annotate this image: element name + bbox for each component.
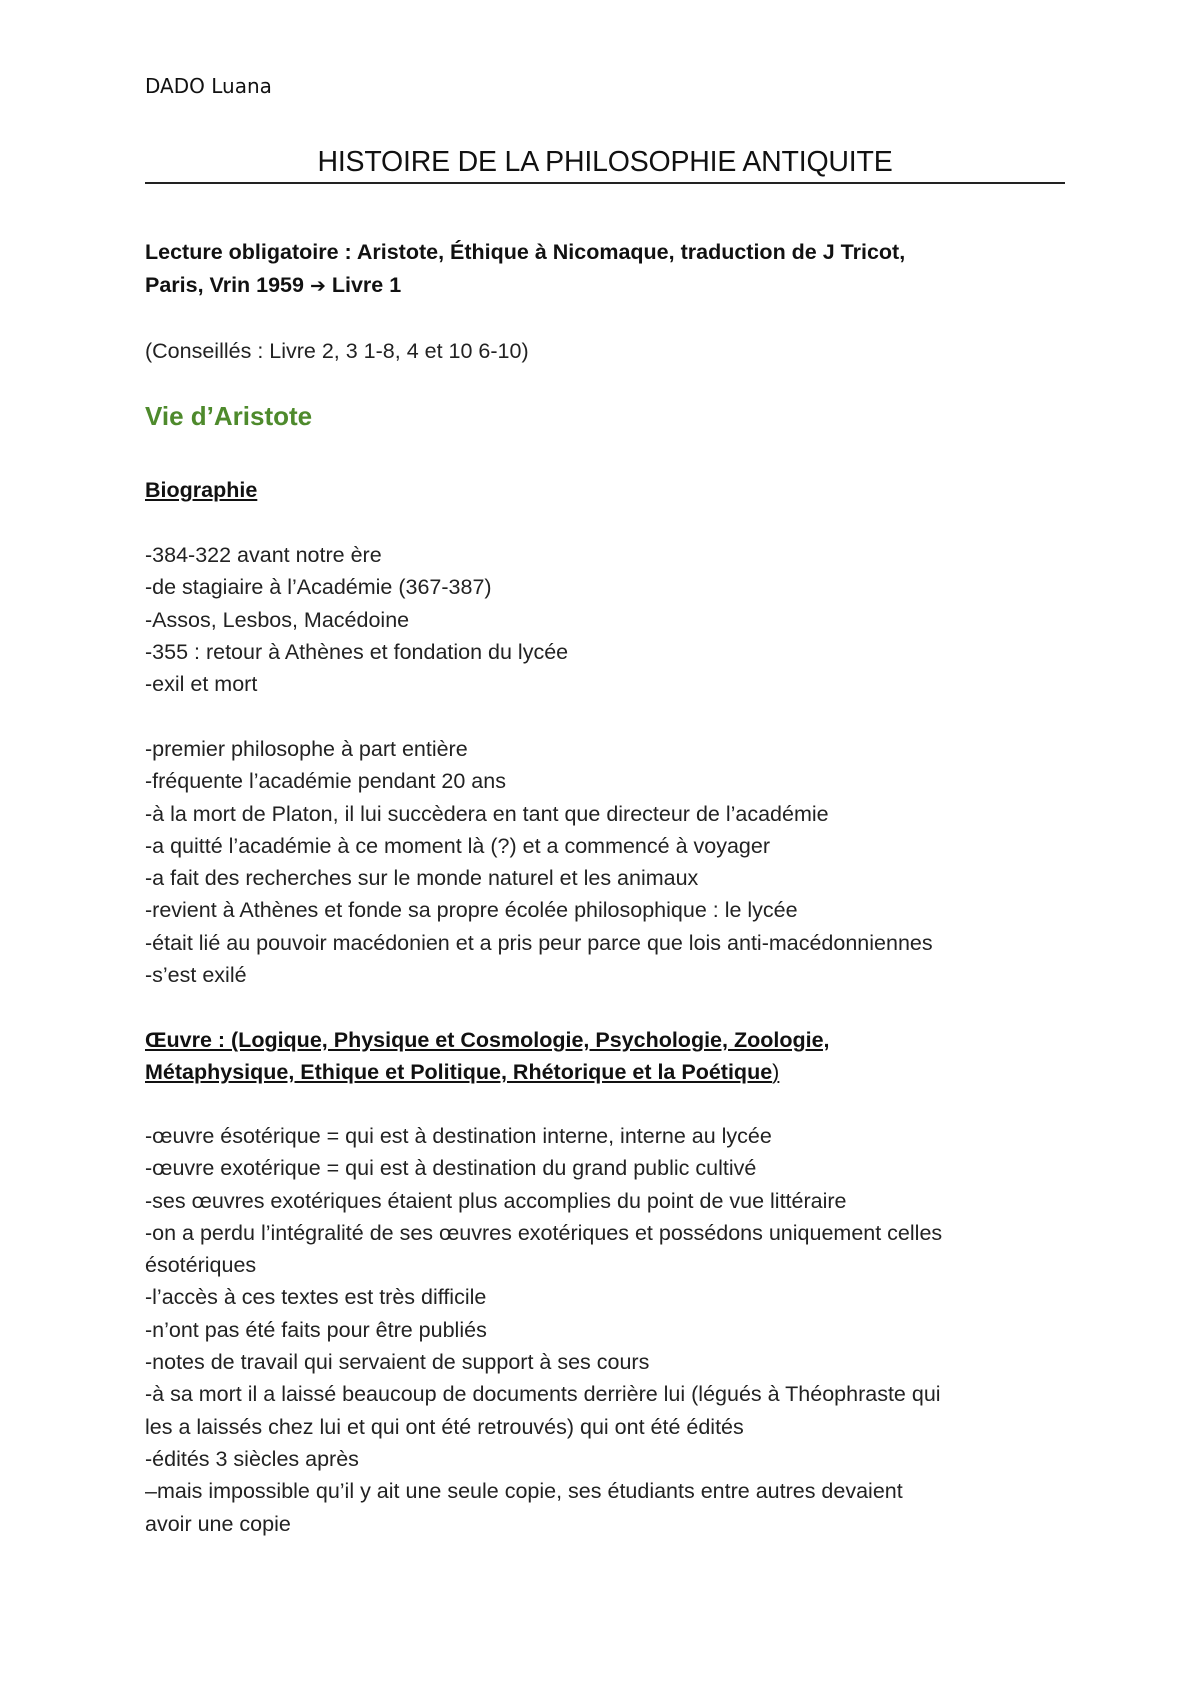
biographie-list-b (145, 733, 1070, 991)
oeuvre-heading-line-1: Œuvre : (Logique, Physique et Cosmologie, Psychologie, Zoologie, (145, 1028, 830, 1052)
list-item: -a fait des recherches sur le monde naturel et les animaux (145, 866, 699, 891)
list-item: les a laissés chez lui et qui ont été retrouvés) qui ont été édités (145, 1414, 744, 1439)
list-item: -édités 3 siècles après (145, 1446, 359, 1471)
list-item: -revient à Athènes et fonde sa propre écolée philosophique : le lycée (145, 898, 798, 923)
biographie-list-a (145, 539, 1070, 700)
list-item: -a quitté l’académie à ce moment là (?) et a commencé à voyager (145, 833, 770, 858)
biographie-heading: Biographie (145, 478, 258, 502)
oeuvre-heading-line-2-text: Métaphysique, Ethique et Politique, Rhétorique et la Poétique (145, 1060, 773, 1085)
required-reading-book: Livre 1 (325, 273, 402, 297)
list-item: -384-322 avant notre ère (145, 543, 382, 567)
list-item: –mais impossible qu’il y ait une seule copie, ses étudiants entre autres devaient (145, 1479, 903, 1504)
list-item: -exil et mort (145, 672, 258, 697)
required-reading (145, 236, 1065, 303)
section-heading-vie: Vie d’Aristote (145, 401, 313, 431)
list-item: -Assos, Lesbos, Macédoine (145, 607, 410, 632)
list-item: -œuvre exotérique = qui est à destination du grand public cultivé (145, 1156, 757, 1181)
list-item: -œuvre ésotérique = qui est à destination interne, interne au lycée (145, 1124, 772, 1148)
list-item: -était lié au pouvoir macédonien et a pris peur parce que lois anti-macédonniennes (145, 930, 933, 955)
list-item: -à sa mort il a laissé beaucoup de documents derrière lui (légués à Théophraste qui (145, 1382, 941, 1407)
list-item: -à la mort de Platon, il lui succèdera en tant que directeur de l’académie (145, 801, 829, 826)
list-item: -355 : retour à Athènes et fondation du lycée (145, 639, 569, 664)
required-reading-line-1: Lecture obligatoire : Aristote, Éthique à Nicomaque, traduction de J Tricot, (145, 240, 906, 264)
list-item: -ses œuvres exotériques étaient plus accomplies du point de vue littéraire (145, 1188, 847, 1213)
oeuvre-heading-line-2 (145, 1056, 1065, 1088)
document-title: HISTOIRE DE LA PHILOSOPHIE ANTIQUITE (145, 145, 1065, 184)
list-item: -notes de travail qui servaient de support à ses cours (145, 1350, 650, 1375)
advised-reading: (Conseillés : Livre 2, 3 1-8, 4 et 10 6-10) (145, 339, 529, 363)
required-reading-line-2 (145, 269, 1065, 303)
list-item: -premier philosophe à part entière (145, 737, 468, 761)
author-name: DADO Luana (145, 74, 272, 98)
oeuvre-heading (145, 1024, 1065, 1089)
list-item: -on a perdu l’intégralité de ses œuvres exotériques et possédons uniquement celles (145, 1220, 943, 1245)
list-item: -s’est exilé (145, 963, 247, 988)
list-item: -fréquente l’académie pendant 20 ans (145, 769, 506, 794)
list-item: -l’accès à ces textes est très difficile (145, 1285, 487, 1310)
list-item: -de stagiaire à l’Académie (367-387) (145, 575, 492, 600)
oeuvre-heading-close: ) (772, 1060, 780, 1085)
list-item: ésotériques (145, 1253, 257, 1278)
list-item: -n’ont pas été faits pour être publiés (145, 1317, 487, 1342)
arrow-right-icon: ➔ (309, 275, 326, 297)
required-reading-source: Paris, Vrin 1959 (145, 273, 310, 297)
oeuvre-list (145, 1120, 1070, 1540)
list-item: avoir une copie (145, 1511, 291, 1536)
